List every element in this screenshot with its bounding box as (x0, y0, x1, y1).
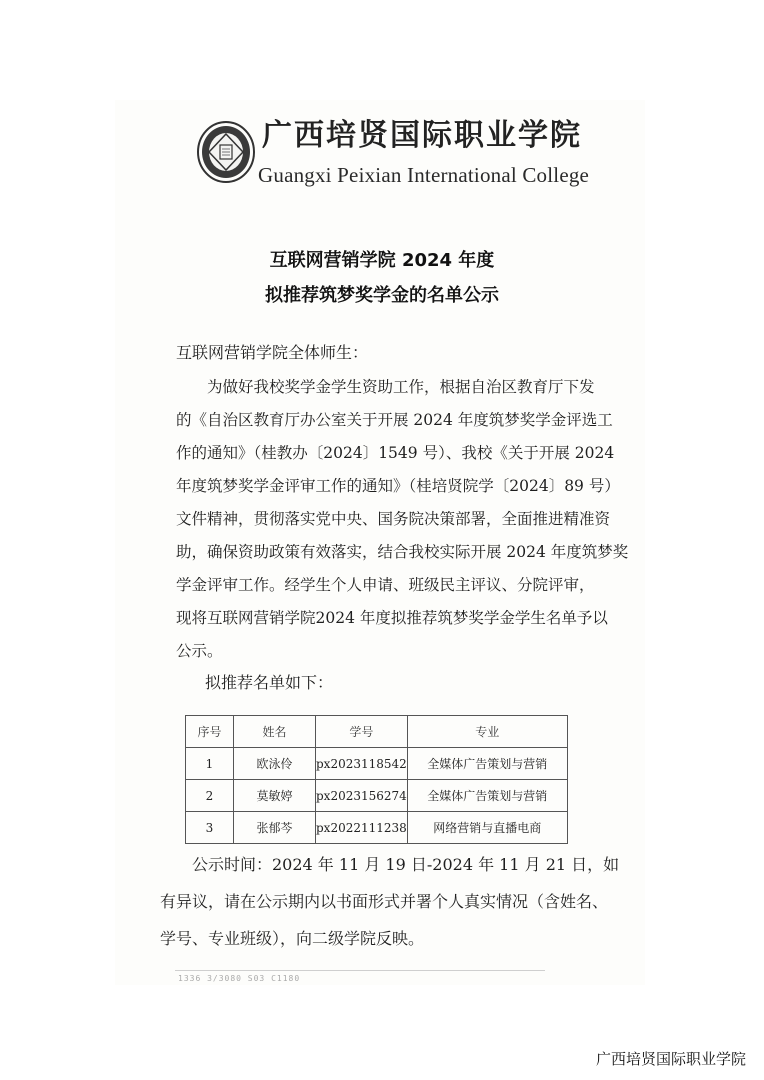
body-line: 为做好我校奖学金学生资助工作，根据自治区教育厅下发 (176, 378, 595, 396)
source-watermark: 广西培贤国际职业学院 (595, 1050, 746, 1068)
table-header-row (186, 716, 568, 748)
body-line: 公示。 (176, 642, 223, 660)
cell-student-id: px2023118542 (316, 748, 408, 780)
document-title-line1: 互联网营销学院 2024 年度 (269, 250, 495, 271)
college-seal-icon (196, 120, 256, 184)
cell-index: 1 (186, 748, 234, 780)
body-line: 学金评审工作。经学生个人申请、班级民主评议、分院评审， (176, 576, 595, 594)
notice-line: 有异议，请在公示期内以书面形式并署个人真实情况（含姓名、 (160, 892, 609, 911)
cell-index: 3 (186, 812, 234, 844)
header-major: 专业 (407, 716, 567, 748)
logo-chinese-name: 广西培贤国际职业学院 (262, 118, 582, 153)
table-row (186, 748, 568, 780)
list-intro: 拟推荐名单如下： (205, 673, 334, 692)
body-line: 年度筑梦奖学金评审工作的通知》（桂培贤院学〔2024〕89 号） (176, 477, 620, 495)
cell-major: 全媒体广告策划与营销 (407, 748, 567, 780)
header-student-id: 学号 (316, 716, 408, 748)
table-row (186, 780, 568, 812)
cell-student-id: px2023156274 (316, 780, 408, 812)
body-line: 文件精神，贯彻落实党中央、国务院决策部署，全面推进精准资 (176, 510, 611, 528)
cell-name: 莫敏婷 (234, 780, 316, 812)
header-name: 姓名 (234, 716, 316, 748)
cell-name: 欧泳伶 (234, 748, 316, 780)
notice-line: 公示时间：2024 年 11 月 19 日-2024 年 11 月 21 日，如 (160, 855, 620, 874)
salutation: 互联网营销学院全体师生： (176, 343, 369, 362)
cell-major: 全媒体广告策划与营销 (407, 780, 567, 812)
body-line: 现将互联网营销学院2024 年度拟推荐筑梦奖学金学生名单予以 (176, 609, 608, 627)
cell-major: 网络营销与直播电商 (407, 812, 567, 844)
cell-student-id: px2022111238 (316, 812, 408, 844)
header-index: 序号 (186, 716, 234, 748)
notice-line: 学号、专业班级），向二级学院反映。 (160, 929, 425, 948)
faint-scan-rule (175, 970, 545, 971)
faint-footer-text: 1336 3/3080 S03 C1180 (178, 974, 301, 983)
college-logo (196, 116, 590, 200)
body-line: 的《自治区教育厅办公室关于开展 2024 年度筑梦奖学金评选工 (176, 411, 613, 429)
body-line: 助，确保资助政策有效落实，结合我校实际开展 2024 年度筑梦奖 (176, 543, 629, 561)
cell-name: 张郁芩 (234, 812, 316, 844)
nominee-table (185, 715, 568, 844)
table-row (186, 812, 568, 844)
logo-english-name: Guangxi Peixian International College (258, 163, 590, 187)
body-line: 作的通知》（桂教办〔2024〕1549 号）、我校《关于开展 2024 (176, 444, 615, 462)
cell-index: 2 (186, 780, 234, 812)
document-title-line2: 拟推荐筑梦奖学金的名单公示 (265, 285, 499, 306)
